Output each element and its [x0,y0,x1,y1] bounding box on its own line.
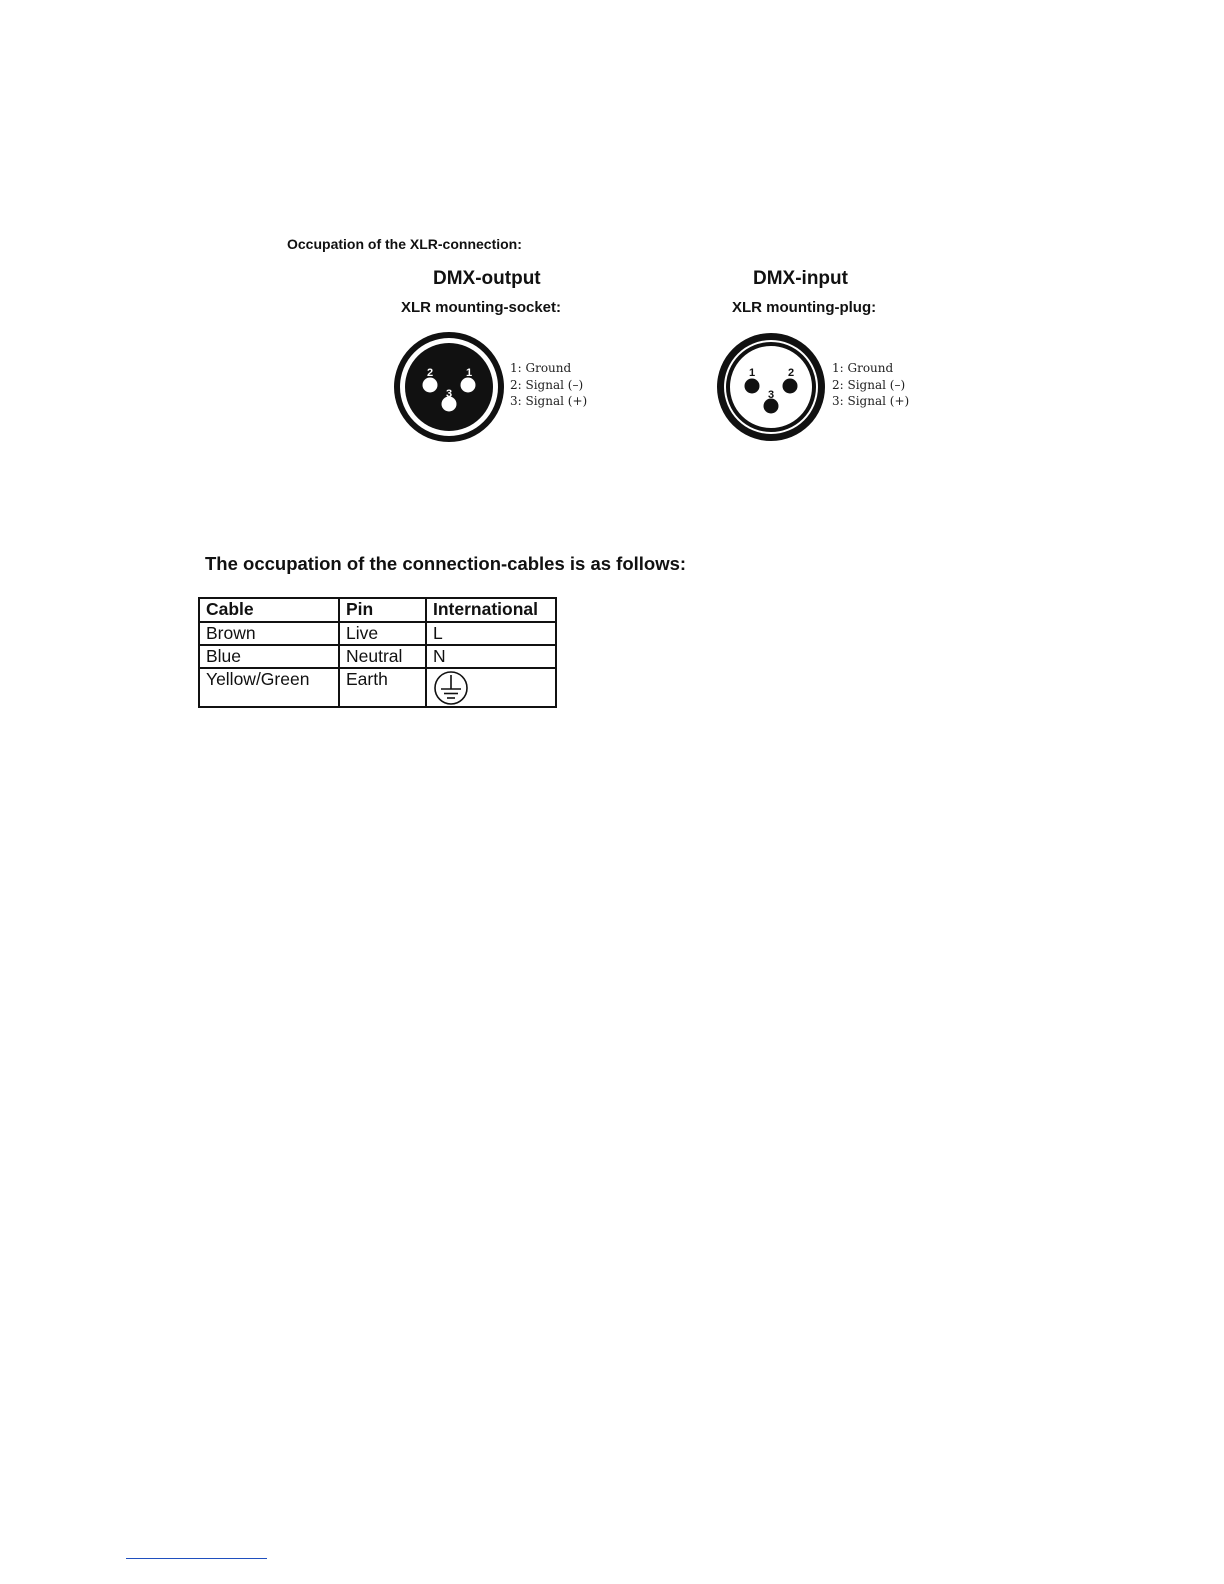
cell-international: N [426,645,556,668]
plug-pin-2 [783,379,798,394]
plug-pin-1-label: 1 [748,367,756,379]
socket-pin-2-label: 2 [426,367,434,379]
legend-line: 1: Ground [832,361,894,375]
table-row [199,622,556,645]
cell-international [426,668,556,707]
cell-pin: Live [339,622,426,645]
cable-occupation-table [198,597,557,708]
protective-earth-icon [433,670,469,706]
plug-pin-2-label: 2 [787,367,795,379]
socket-pin-1-label: 1 [465,367,473,379]
dmx-output-subtitle: XLR mounting-socket: [401,299,561,316]
cell-cable: Yellow/Green [199,668,339,707]
dmx-input-subtitle: XLR mounting-plug: [732,299,877,316]
cables-section-heading: The occupation of the connection-cables is as follows: [205,553,687,574]
column-header-pin: Pin [339,598,426,622]
cell-cable: Brown [199,622,339,645]
plug-pin-3-label: 3 [767,389,775,401]
dmx-output-pin-legend [510,360,587,410]
legend-line: 3: Signal (+) [832,394,910,408]
xlr-female-socket-icon [392,330,506,444]
cell-pin: Neutral [339,645,426,668]
table-row [199,668,556,707]
xlr-section-heading: Occupation of the XLR-connection: [287,236,522,252]
column-header-international: International [426,598,556,622]
legend-line: 2: Signal (–) [832,377,906,392]
socket-pin-1 [461,378,476,393]
xlr-male-plug-icon [715,331,827,443]
column-header-cable: Cable [199,598,339,622]
footnote-separator [126,1558,267,1559]
table-header-row [199,598,556,622]
socket-pin-3-label: 3 [445,388,453,400]
legend-line: 2: Signal (–) [510,377,584,392]
socket-pin-2 [423,378,438,393]
dmx-output-title: DMX-output [433,268,541,289]
table-row [199,645,556,668]
cell-international: L [426,622,556,645]
cell-pin: Earth [339,668,426,707]
plug-pin-1 [745,379,760,394]
cell-cable: Blue [199,645,339,668]
legend-line: 3: Signal (+) [510,394,588,408]
dmx-input-title: DMX-input [753,268,848,289]
legend-line: 1: Ground [510,361,572,375]
dmx-input-pin-legend [832,360,909,410]
